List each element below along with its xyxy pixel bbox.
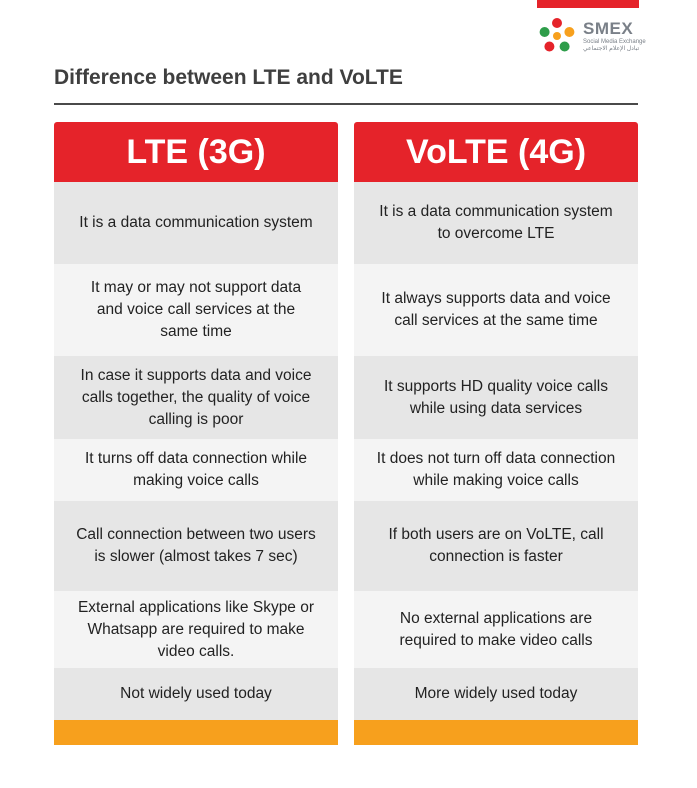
volte-row-5: If both users are on VoLTE, call connection is faster [354, 501, 638, 591]
volte-row-2: It always supports data and voice call services at the same time [354, 264, 638, 356]
logo-subtitle: Social Media Exchange [583, 39, 646, 45]
lte-row-1: It is a data communication system [54, 182, 338, 264]
lte-column [54, 122, 338, 745]
volte-column [354, 122, 638, 745]
lte-row-5: Call connection between two users is slower (almost takes 7 sec) [54, 501, 338, 591]
volte-row-6: No external applications are required to make video calls [354, 591, 638, 668]
lte-header: LTE (3G) [54, 122, 338, 182]
volte-row-3: It supports HD quality voice calls while using data services [354, 356, 638, 439]
volte-header: VoLTE (4G) [354, 122, 638, 182]
logo-name: SMEX [583, 19, 634, 38]
page-title: Difference between LTE and VoLTE [54, 66, 403, 89]
volte-row-7: More widely used today [354, 668, 638, 720]
lte-row-3: In case it supports data and voice calls together, the quality of voice calling is poor [54, 356, 338, 439]
volte-row-4: It does not turn off data connection while making voice calls [354, 439, 638, 501]
smex-logo [537, 16, 646, 56]
brand-top-bar [537, 0, 639, 8]
lte-row-6: External applications like Skype or Whatsapp are required to make video calls. [54, 591, 338, 668]
lte-footer-bar [54, 720, 338, 745]
star-flower-logo-icon [537, 16, 577, 56]
lte-row-4: It turns off data connection while making voice calls [54, 439, 338, 501]
lte-row-7: Not widely used today [54, 668, 338, 720]
volte-footer-bar [354, 720, 638, 745]
volte-row-1: It is a data communication system to overcome LTE [354, 182, 638, 264]
logo-arabic: تبادل الإعلام الاجتماعي [583, 46, 640, 52]
title-divider [54, 103, 638, 105]
lte-row-2: It may or may not support data and voice call services at the same time [54, 264, 338, 356]
